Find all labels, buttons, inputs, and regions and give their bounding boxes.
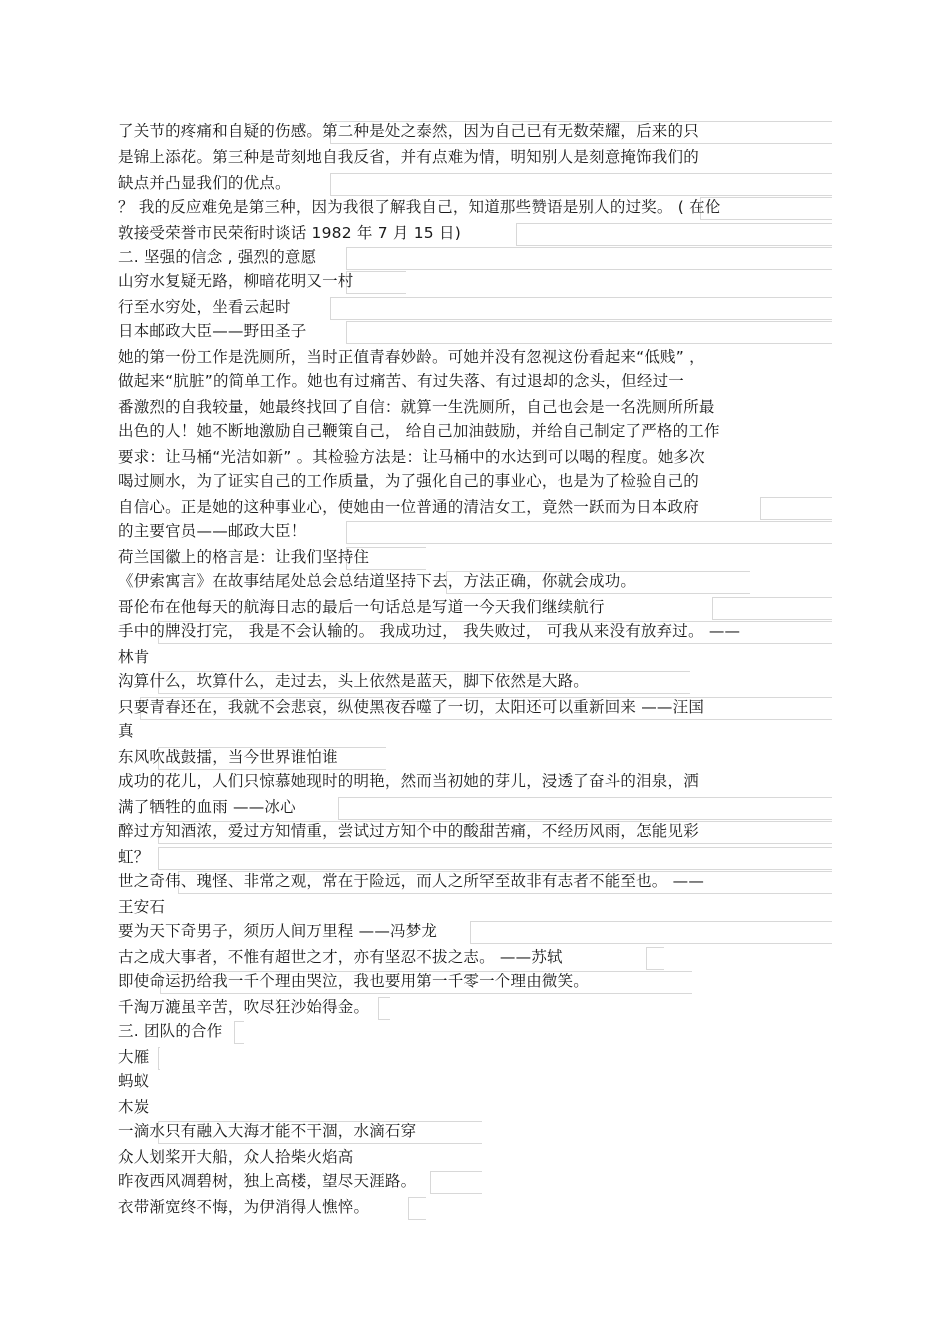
cell-border [760,497,832,520]
text-line: 《伊索寓言》在故事结尾处总会总结道坚持下去，方法正确，你就会成功。 [118,572,637,590]
cell-border [646,947,664,970]
text-line: 荷兰国徽上的格言是：让我们坚持住 [118,548,370,566]
cell-border [234,1021,244,1044]
cell-border [408,1197,426,1220]
text-line: 衣带渐宽终不悔，为伊消得人憔悴。 [118,1198,370,1216]
cell-border [470,921,832,944]
cell-border [346,247,832,270]
text-line: 日本邮政大臣——野田圣子 [118,322,307,340]
text-line: 自信心。正是她的这种事业心，使她由一位普通的清洁女工，竟然一跃而为日本政府 [118,498,699,516]
text-line: 沟算什么，坎算什么，走过去，头上依然是蓝天，脚下依然是大路。 [118,672,590,690]
text-line: 真 [118,722,134,740]
text-line: 她的第一份工作是洗厕所，当时正值青春妙龄。可她并没有忽视这份看起来“低贱” ， [118,348,705,366]
text-line: 手中的牌没打完， 我是不会认输的。 我成功过， 我失败过， 可我从来没有放弃过。 —— [118,622,741,640]
text-line: 昨夜西风凋碧树，独上高楼，望尽天涯路。 [118,1172,417,1190]
text-line: 二. 坚强的信念 , 强烈的意愿 [118,248,317,266]
text-line: 大雁 [118,1048,150,1066]
text-line: 要求：让马桶“光洁如新” 。其检验方法是：让马桶中的水达到可以喝的程度。她多次 [118,448,705,466]
cell-border [346,321,832,344]
text-line: 了关节的疼痛和自疑的伤感。第二种是处之泰然，因为自己已有无数荣耀，后来的只 [118,122,699,140]
cell-border [158,847,832,870]
cell-border [330,173,832,196]
text-line: 虹？ [118,848,150,866]
text-line: 醉过方知酒浓，爱过方知情重，尝试过方知个中的酸甜苦痛，不经历风雨，怎能见彩 [118,822,699,840]
text-line: 敦接受荣誉市民荣衔时谈话 1982 年 7 月 15 日) [118,224,461,242]
cell-border [346,521,832,544]
text-line: 东风吹战鼓擂，当今世界谁怕谁 [118,748,338,766]
text-line: 一滴水只有融入大海才能不干涸，水滴石穿 [118,1122,417,1140]
text-line: 世之奇伟、瑰怪、非常之观，常在于险远，而人之所罕至故非有志者不能至也。 —— [118,872,705,890]
text-line: 山穷水复疑无路，柳暗花明又一村 [118,272,354,290]
text-line: 千淘万漉虽辛苦，吹尽狂沙始得金。 [118,998,370,1016]
text-line: 林肯 [118,648,150,666]
text-line: 出色的人！她不断地激励自己鞭策自己， 给自己加油鼓励，并给自己制定了严格的工作 [118,422,720,440]
cell-border [712,597,832,620]
text-line: 哥伦布在他每天的航海日志的最后一句话总是写道一今天我们继续航行 [118,598,605,616]
text-line: 即使命运扔给我一千个理由哭泣，我也要用第一千零一个理由微笑。 [118,972,590,990]
text-line: 的主要官员——邮政大臣！ [118,522,307,540]
text-line: 王安石 [118,898,166,916]
text-line: 只要青春还在，我就不会悲哀，纵使黑夜吞噬了一切，太阳还可以重新回来 ——汪国 [118,698,705,716]
cell-border [330,297,832,320]
text-line: 做起来“肮脏”的简单工作。她也有过痛苦、有过失落、有过退却的念头，但经过一 [118,372,684,390]
text-line: 蚂蚁 [118,1072,150,1090]
text-line: 缺点并凸显我们的优点。 [118,174,291,192]
text-line: 要为天下奇男子，须历人间万里程 ——冯梦龙 [118,922,438,940]
text-line: 喝过厕水，为了证实自己的工作质量，为了强化自己的事业心，也是为了检验自己的 [118,472,699,490]
text-line: 满了牺牲的血雨 ——冰心 [118,798,296,816]
cell-border [158,1047,160,1070]
text-line: 古之成大事者，不惟有超世之才，亦有坚忍不拔之志。 ——苏轼 [118,948,563,966]
text-line: 成功的花儿，人们只惊慕她现时的明艳，然而当初她的芽儿，浸透了奋斗的泪泉，洒 [118,772,699,790]
text-line: 众人划桨开大船，众人拾柴火焰高 [118,1148,354,1166]
cell-border [378,997,390,1020]
text-line: ？ 我的反应难免是第三种，因为我很了解我自己，知道那些赞语是别人的过奖。 ( 在伦 [118,198,721,216]
text-line: 木炭 [118,1098,150,1116]
text-line: 番激烈的自我较量，她最终找回了自信：就算一生洗厕所，自己也会是一名洗厕所所最 [118,398,715,416]
cell-border [346,271,406,294]
cell-border [338,797,832,820]
text-line: 是锦上添花。第三种是苛刻地自我反省，并有点难为情，明知别人是刻意掩饰我们的 [118,148,699,166]
cell-border [516,223,832,246]
cell-border [430,1171,482,1194]
text-line: 三. 团队的合作 [118,1022,223,1040]
text-line: 行至水穷处，坐看云起时 [118,298,291,316]
